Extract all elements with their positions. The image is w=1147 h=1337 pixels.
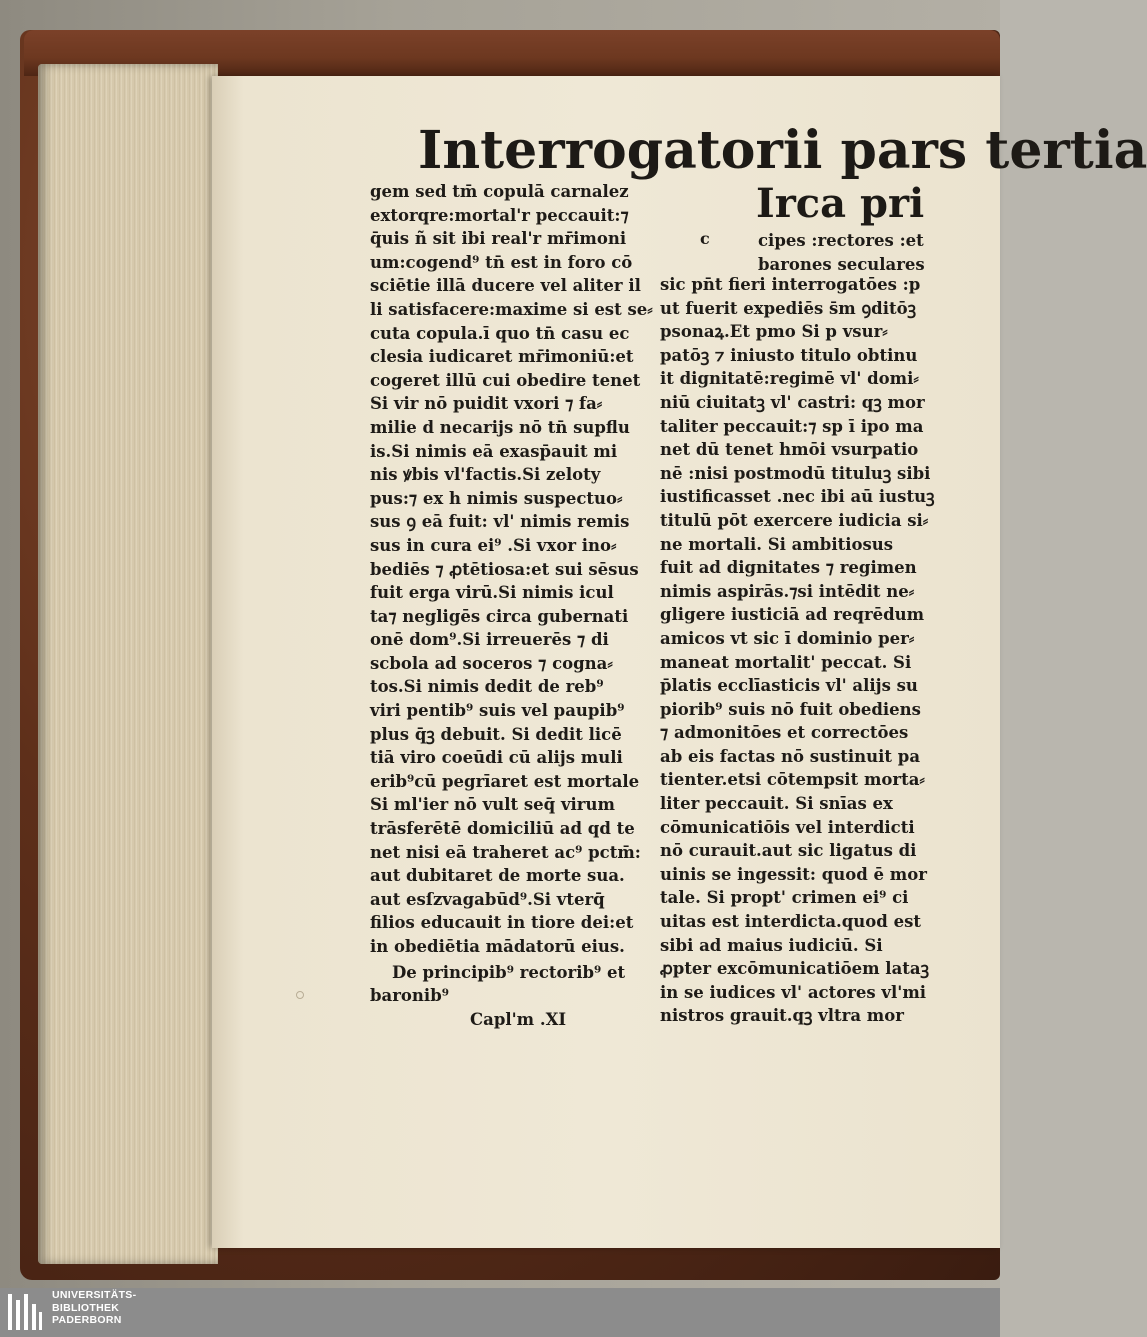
text-line: trāsferētē domiciliū ad qd te [370,819,635,839]
page-pinhole-mark [296,991,304,999]
text-line: li satisfacere:maxime si est se⸗ [370,299,653,319]
text-line: gem sed tm̄ copulā carnalez [370,182,629,201]
text-line: sus ꝯ eā fuit: vl' nimis remis [370,512,630,532]
text-line: is.Si nimis eā exasp̄auit mi [370,441,618,461]
text-line: cuta copula.ī quo tn̄ casu ec [370,323,630,343]
text-line: ut fuerit expediēs s̄m ꝯditōꝫ [660,298,917,318]
text-line: pus:⁊ ex h nimis suspectuo⸗ [370,488,623,508]
text-line: aut esſzvagabūd⁹.Si vterq̄ [370,889,605,909]
text-line: it dignitatē:regimē vl' domi⸗ [660,369,919,389]
chapter-title [370,961,642,1008]
text-line: tiā viro coeūdi cū alijs muli [370,748,623,768]
page-edges [38,64,218,1264]
text-line: nē :nisi postmodū tituluꝫ sibi [660,463,931,483]
text-line: uinis se ingessit: quod ē mor [660,864,927,884]
right-text-column [660,273,935,1028]
text-line: cipes :rectores :et [758,231,924,250]
text-line: onē dom⁹.Si irreuerēs ⁊ di [370,630,609,650]
left-text-column [370,180,653,1031]
text-line: sus in cura ei⁹ .Si vxor ino⸗ [370,535,617,555]
text-line: sibi ad maius iudiciū. Si [660,935,883,955]
text-line: nis ꝟbis vl'factis.Si zeloty [370,465,601,485]
library-footer-bar [0,1288,1000,1337]
text-line: milie d necarijs nō tn̄ supflu [370,417,630,437]
text-line: plus q̄ꝫ debuit. Si dedit licē [370,724,622,744]
text-line: sic pn̄t fieri interrogatōes :p [660,275,921,294]
text-line: extorqre:mortal'r peccauit:⁊ [370,205,629,225]
text-line: fuit erga virū.Si nimis icul [370,583,614,603]
chapter-title-line: baronib⁹ [370,986,449,1006]
text-line: clesia iudicaret mr̄imoniū:et [370,347,634,367]
text-line: scbola ad soceros ⁊ cogna⸗ [370,653,613,673]
text-line: in se iudices vl' actores vl'mi [660,982,927,1002]
text-line: aut dubitaret de morte sua. [370,866,625,886]
text-line: ta⁊ negligēs circa gubernati [370,606,629,626]
text-line: Si vir nō puidit vxori ⁊ fa⸗ [370,394,603,414]
text-line: uitas est interdicta.quod est [660,912,921,932]
text-line: Si ml'ier nō vult seq̄ virum [370,795,615,815]
text-line: maneat mortalit' peccat. Si [660,652,912,672]
guide-letter: c [700,229,710,248]
text-line: fuit ad dignitates ⁊ regimen [660,558,917,578]
text-line: amicos vt sic ī dominio per⸗ [660,628,915,648]
text-line: gligere iusticiā ad reqrēdum [660,605,925,625]
text-line: titulū pōt exercere iudicia si⸗ [660,510,929,530]
text-line: net nisi eā traheret ac⁹ pctm̄: [370,842,641,862]
text-line: piorib⁹ suis nō fuit obediens [660,699,921,719]
text-line: net dū tenet hmōi vsurpatio [660,440,919,460]
text-line: p̄latis ecclīasticis vl' alijs su [660,676,918,696]
right-column-initial-heading: Irca pri [756,180,925,227]
text-line: nimis aspirās.⁊si intēdit ne⸗ [660,581,915,601]
text-line: nō curauit.aut sic ligatus di [660,841,917,861]
text-line: patōꝫ ⁊ iniusto titulo obtinu [660,345,918,365]
text-line: ꝓpter excōmunicatiōem lataꝫ [660,959,930,979]
chapter-label: Capl'm .XI [470,1009,567,1029]
right-column-intro [758,229,958,276]
text-line: ⁊ admonitōes et correctōes [660,723,909,743]
text-line: nistros grauit.qꝫ vltra mor [660,1006,904,1026]
text-line: tienter.etsi cōtempsit morta⸗ [660,770,925,790]
logo-line: BIBLIOTHEK [52,1301,120,1314]
text-line: iustificasset .nec ibi aū iustuꝫ [660,487,935,507]
text-line: cōmunicatiōis vel interdicti [660,817,915,837]
chapter-title-line: De principib⁹ rectorib⁹ et [392,962,626,982]
text-line: taliter peccauit:⁊ sp ī ipo ma [660,416,924,436]
text-line: sciētie illā ducere vel aliter il [370,276,641,296]
text-line: liter peccauit. Si snīas ex [660,794,893,814]
text-line: niū ciuitatꝫ vl' castri: qꝫ mor [660,392,925,412]
text-line: erib⁹cū pegrīaret est mortale [370,771,640,791]
text-line: cogeret illū cui obedire tenet [370,370,641,390]
text-line: viri pentib⁹ suis vel paupib⁹ [370,701,625,721]
logo-line: PADERBORN [52,1314,122,1326]
text-line: ab eis factas nō sustinuit pa [660,746,921,766]
text-line: filios educauit in tiore dei:et [370,913,634,933]
page-heading: Interrogatorii pars tertia [418,120,1147,181]
text-line: bediēs ⁊ ꝓtētiosa:et sui sēsus [370,559,639,579]
library-logo-icon [6,1292,44,1332]
library-logo-text [52,1289,136,1327]
text-line: tos.Si nimis dedit de reb⁹ [370,677,604,697]
text-line: ne mortali. Si ambitiosus [660,534,894,554]
text-line: tale. Si propt' crimen ei⁹ ci [660,888,909,908]
text-line: psonaꝝ.Et pmo Si p vsur⸗ [660,322,888,342]
text-line: in obediētia mādatorū eius. [370,937,625,956]
logo-line: UNIVERSITÄTS- [52,1289,137,1301]
text-line: um:cogend⁹ tn̄ est in foro cō [370,252,633,272]
text-line: q̄uis ñ sit ibi real'r mr̄imoni [370,229,627,249]
text-line: barones seculares [758,254,925,274]
